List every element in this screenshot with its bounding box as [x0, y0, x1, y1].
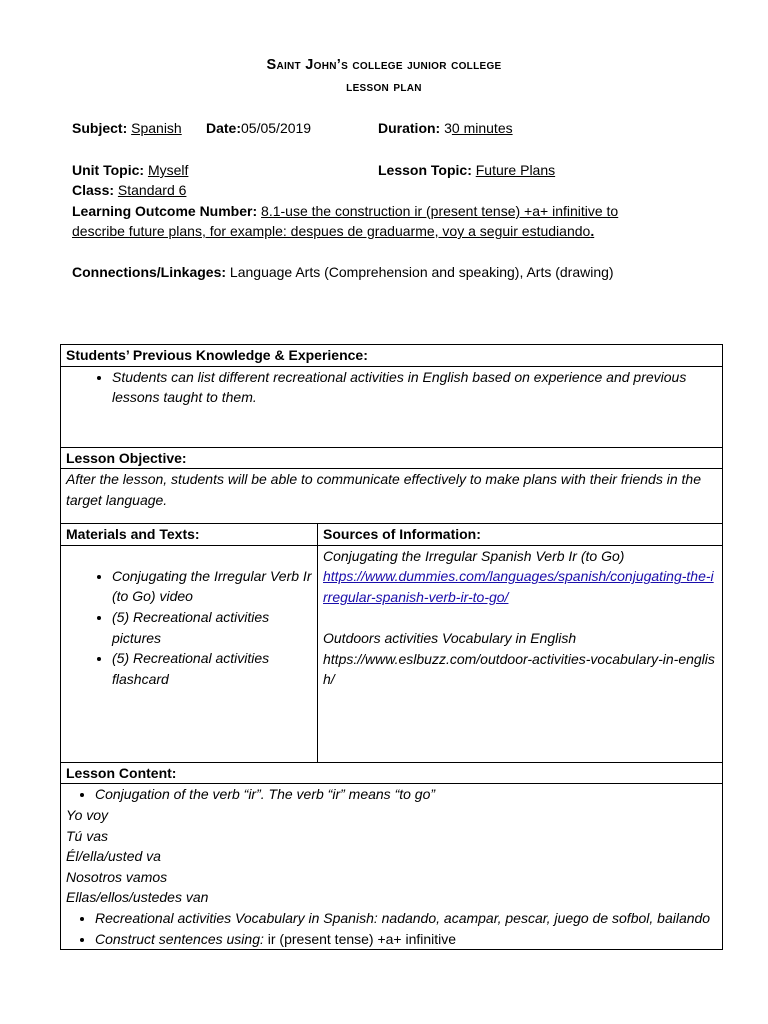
lesson-topic-value: Future Plans [475, 162, 556, 178]
conjugation-line: Él/ella/usted va [66, 848, 161, 865]
materials-list [66, 566, 312, 690]
learning-outcome-label: Learning Outcome Number: [72, 203, 258, 219]
content-list-1 [66, 784, 717, 805]
table-row [61, 447, 723, 469]
table-row [61, 545, 723, 762]
learning-outcome-end: . [590, 223, 595, 239]
duration-label: Duration: [378, 120, 441, 136]
school-title: Saint John’s college junior college [266, 57, 502, 73]
materials-header: Materials and Texts: [61, 524, 318, 546]
unit-topic-row [72, 160, 188, 180]
source2-title: Outdoors activities Vocabulary in English [323, 630, 577, 647]
conjugation-line: Nosotros vamos [66, 868, 168, 885]
source1-title: Conjugating the Irregular Spanish Verb Ir (to Go) [323, 547, 625, 564]
bullet3-plain: ir (present tense) +a+ infinitive [263, 930, 457, 947]
list-item: • (5) Recreational activities pictures [112, 607, 312, 648]
table-row [61, 366, 723, 447]
document-type-title: lesson plan [346, 79, 422, 95]
connections-label: Connections/Linkages: [72, 264, 227, 280]
prev-knowledge-header: Students’ Previous Knowledge & Experience: [61, 345, 723, 367]
class-row [72, 180, 186, 200]
lesson-plan-table [60, 344, 723, 950]
list-item: • Conjugating the Irregular Verb Ir (to Go) video [112, 566, 312, 607]
unit-topic-value: Myself [147, 162, 189, 178]
table-row [61, 345, 723, 367]
table-row [61, 469, 723, 524]
list-item [95, 929, 717, 950]
duration-row [378, 118, 513, 138]
learning-outcome-row-2 [72, 221, 594, 241]
conjugation-line: Ellas/ellos/ustedes van [66, 889, 209, 906]
conjugation-line: Yo voy [66, 806, 109, 823]
prev-knowledge-list [66, 367, 717, 408]
list-item: • Conjugation of the verb “ir”. The verb “ir” means “to go” [95, 784, 717, 805]
class-label: Class: [72, 182, 115, 198]
list-item: • (5) Recreational activities flashcard [112, 648, 312, 689]
learning-outcome-line2: describe future plans, for example: despues de graduarme, voy a seguir estudiando [72, 223, 591, 239]
sources-cell [318, 545, 723, 762]
content-header: Lesson Content: [61, 762, 723, 784]
subject-row [72, 118, 182, 138]
connections-row [72, 262, 614, 282]
objective-header: Lesson Objective: [61, 447, 723, 469]
connections-value: Language Arts (Comprehension and speaking), Arts (drawing) [229, 264, 614, 280]
objective-text: After the lesson, students will be able to communicate effectively to make plans with their friends in the target language. [61, 469, 723, 524]
sources-header: Sources of Information: [318, 524, 723, 546]
learning-outcome-row [72, 201, 618, 221]
list-item: • Recreational activities Vocabulary in Spanish: nadando, acampar, pescar, juego de sofbol, bailando [95, 908, 717, 929]
table-row [61, 784, 723, 950]
date-label: Date: [206, 120, 242, 136]
conjugation-line: Tú vas [66, 827, 109, 844]
unit-topic-label: Unit Topic: [72, 162, 145, 178]
duration-value-underlined: 0 minutes [451, 120, 513, 136]
table-row [61, 762, 723, 784]
learning-outcome-line1: 8.1-use the construction ir (present tense) +a+ infinitive to [261, 203, 619, 219]
bullet3-italic: Construct sentences using: [95, 930, 264, 947]
source2-url: https://www.eslbuzz.com/outdoor-activities-vocabulary-in-english/ [323, 650, 715, 688]
content-list-2 [66, 908, 717, 949]
date-value: 05/05/2019 [241, 120, 312, 136]
subject-label: Subject: [72, 120, 128, 136]
duration-value-plain: 3 [444, 120, 452, 136]
content-cell [61, 784, 723, 950]
class-value: Standard 6 [117, 182, 187, 198]
materials-cell [61, 545, 318, 762]
prev-knowledge-cell [61, 366, 723, 447]
source1-link[interactable]: https://www.dummies.com/languages/spanish/conjugating-the-irregular-spanish-verb-ir-to-go/ [323, 568, 714, 605]
lesson-topic-label: Lesson Topic: [378, 162, 472, 178]
date-row [206, 118, 311, 138]
table-row [61, 524, 723, 546]
subject-value: Spanish [131, 120, 182, 136]
list-item: • Students can list different recreational activities in English based on experience and previous lessons taught to them. [112, 367, 717, 408]
lesson-topic-row [378, 160, 555, 180]
